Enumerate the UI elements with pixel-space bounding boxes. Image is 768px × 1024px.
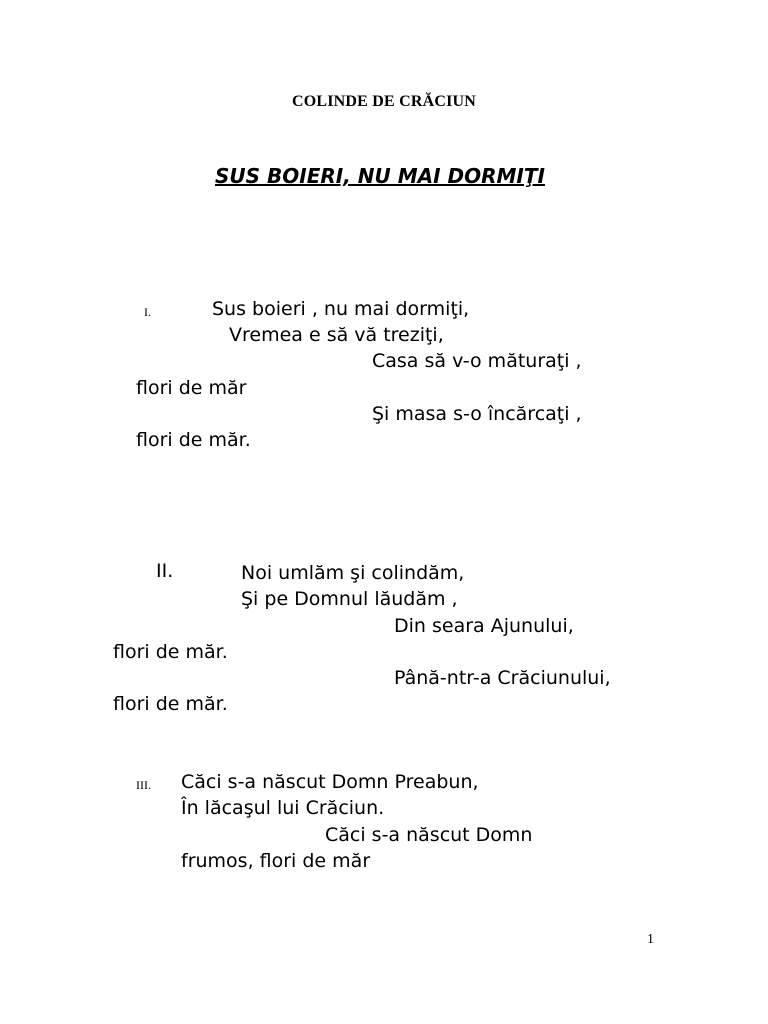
verse-line: Căci s-a născut Domn Preabun,: [181, 771, 479, 793]
verse-line: Sus boieri , nu mai dormiţi,: [212, 298, 470, 320]
verse-line: Căci s-a născut Domn: [325, 824, 533, 846]
carol-title: SUS BOIERI, NU MAI DORMIŢI: [215, 164, 545, 188]
stanza-numeral: I.: [144, 305, 151, 319]
document-heading: COLINDE DE CRĂCIUN: [291, 93, 477, 110]
page-number: 1: [647, 932, 654, 947]
verse-line: Noi umlăm şi colindăm,: [241, 562, 465, 584]
verse-refrain: flori de măr.: [136, 429, 251, 451]
verse-line: frumos, flori de măr: [181, 850, 371, 872]
stanza-numeral: II.: [156, 560, 174, 582]
verse-refrain: flori de măr.: [113, 693, 228, 715]
verse-line: Şi pe Domnul lăudăm ,: [241, 588, 458, 610]
verse-refrain: flori de măr.: [113, 641, 228, 663]
verse-line: În lăcaşul lui Crăciun.: [181, 797, 385, 819]
verse-line: Până-ntr-a Crăciunului,: [394, 667, 611, 689]
verse-refrain: flori de măr: [136, 377, 247, 399]
stanza-numeral: III.: [136, 778, 151, 792]
verse-line: Şi masa s-o încărcaţi ,: [372, 403, 582, 425]
verse-line: Casa să v-o măturaţi ,: [372, 350, 582, 372]
verse-line: Din seara Ajunului,: [394, 615, 574, 637]
verse-line: Vremea e să vă treziţi,: [229, 324, 444, 346]
